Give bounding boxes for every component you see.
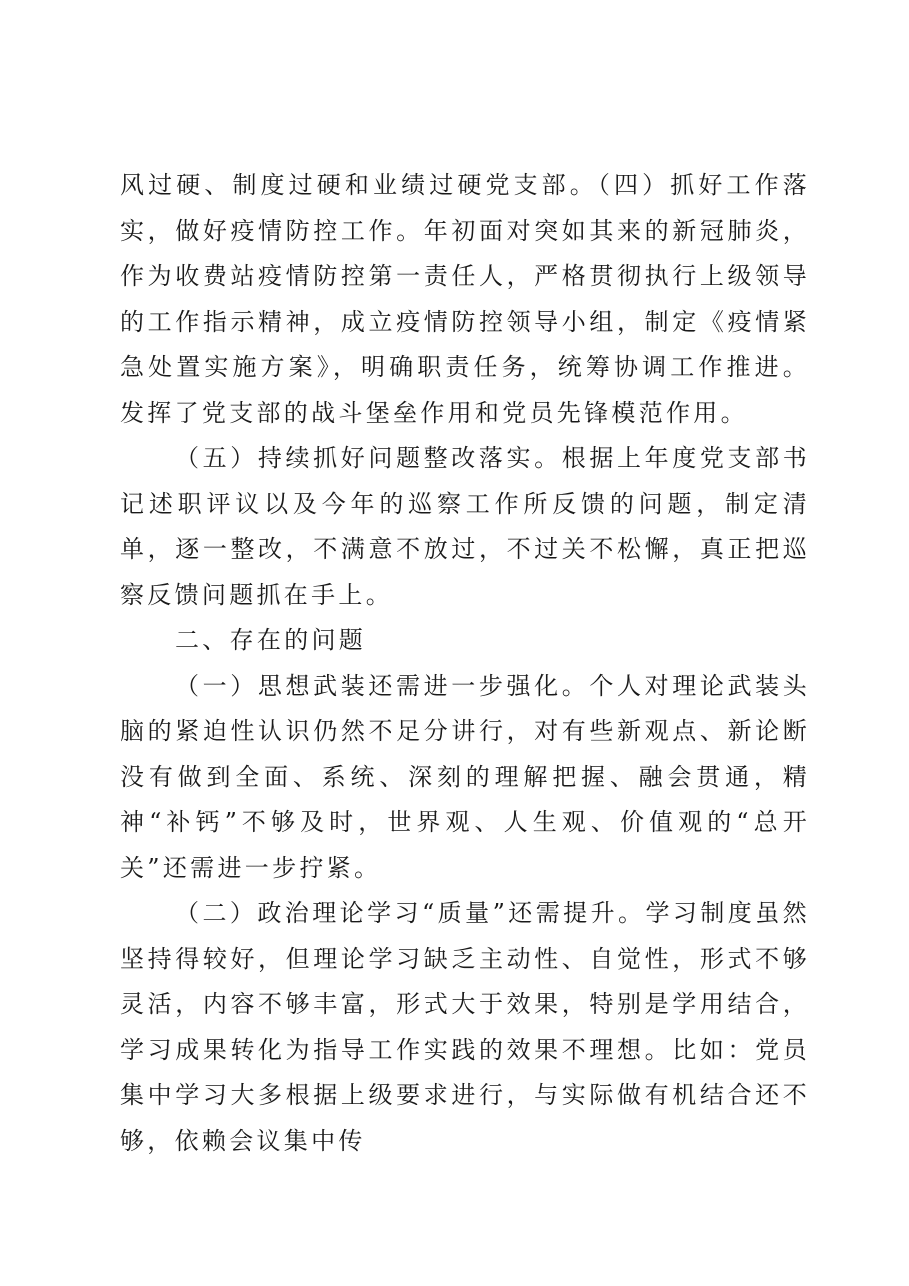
document-body bbox=[120, 163, 810, 1164]
section-heading-problems: 二、存在的问题 bbox=[175, 626, 367, 654]
paragraph-theory-study-quality: （二）政治理论学习“质量”还需提升。学习制度虽然坚持得较好，但理论学习缺乏主动性、自觉性，形式不够灵活，内容不够丰富，形式大于效果，特别是学用结合，学习成果转化为指导工作实践的效果不理想。比如：党员集中学习大多根据上级要求进行，与实际做有机结合还不够，依赖会议集中传 bbox=[120, 899, 810, 1155]
paragraph-ideological-arming: （一）思想武装还需进一步强化。个人对理论武装头脑的紧迫性认识仍然不足分讲行，对有些新观点、新论断没有做到全面、系统、深刻的理解把握、融会贯通，精神“补钙”不够及时，世界观、人生观、价值观的“总开关”还需进一步拧紧。 bbox=[120, 671, 810, 882]
paragraph-party-branch-covid: 风过硬、制度过硬和业绩过硬党支部。（四）抓好工作落实，做好疫情防控工作。年初面对突如其来的新冠肺炎，作为收费站疫情防控第一责任人，严格贯彻执行上级领导的工作指示精神，成立疫情防控领导小组，制定《疫情紧急处置实施方案》，明确职责任务，统筹协调工作推进。发挥了党支部的战斗堡垒作用和党员先锋模范作用。 bbox=[120, 171, 810, 427]
paragraph-rectification: （五）持续抓好问题整改落实。根据上年度党支部书记述职评议以及今年的巡察工作所反馈的问题，制定清单，逐一整改，不满意不放过，不过关不松懈，真正把巡察反馈问题抓在手上。 bbox=[120, 444, 810, 609]
